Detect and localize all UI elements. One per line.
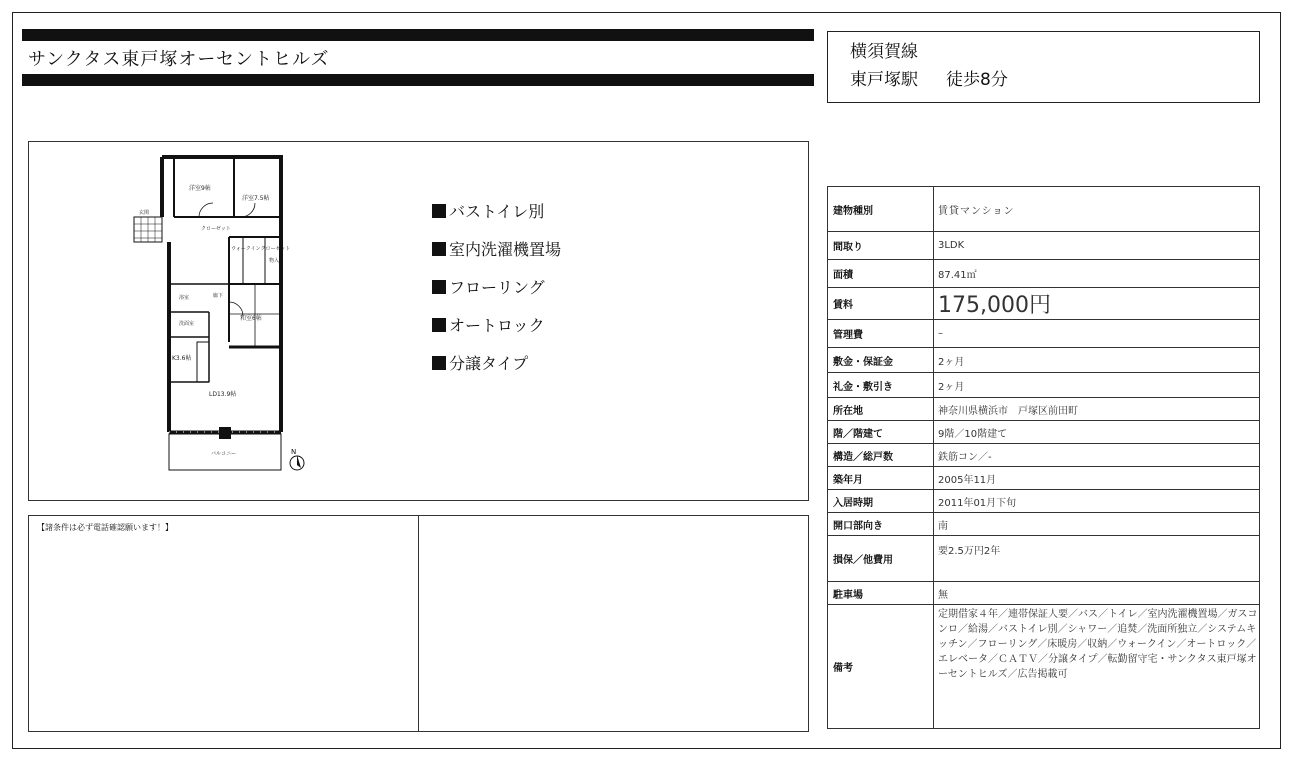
spec-value: 賃貸マンション — [934, 187, 1260, 232]
spec-label: 管理費 — [828, 320, 934, 348]
room-hall: 廊下 — [213, 293, 224, 299]
room-kitchen: K3.6帖 — [172, 355, 192, 362]
access-box — [827, 31, 1260, 103]
spec-row — [828, 605, 1260, 729]
conditions-note: 【諸条件は必ず電話確認願います！】 — [28, 515, 419, 732]
spec-value: 2005年11月 — [934, 467, 1260, 490]
spec-label: 建物種別 — [828, 187, 934, 232]
spec-label: 駐車場 — [828, 582, 934, 605]
bullet-square-icon — [432, 356, 446, 370]
room-ldk: LD13.9帖 — [209, 391, 237, 398]
spec-value: 南 — [934, 513, 1260, 536]
spec-value: 3LDK — [934, 232, 1260, 260]
spec-label: 間取り — [828, 232, 934, 260]
room-western1: 洋室9帖 — [189, 185, 211, 192]
station-row — [850, 66, 1259, 94]
spec-row — [828, 467, 1260, 490]
north-label: N — [291, 448, 297, 456]
spec-label: 備考 — [828, 605, 934, 729]
spec-value: 9階／10階建て — [934, 421, 1260, 444]
spec-row — [828, 444, 1260, 467]
spec-table — [827, 186, 1260, 729]
spec-label: 面積 — [828, 260, 934, 288]
spec-label: 礼金・敷引き — [828, 373, 934, 398]
spec-label: 開口部向き — [828, 513, 934, 536]
spec-label: 賃料 — [828, 288, 934, 320]
blank-panel — [418, 515, 809, 732]
room-closet: クローゼット — [201, 226, 231, 232]
room-balcony: バルコニー — [211, 451, 237, 457]
spec-row — [828, 348, 1260, 373]
property-name: サンクタス東戸塚オーセントヒルズ — [28, 49, 330, 70]
feature-item: フローリング — [432, 269, 561, 307]
room-japanese: 和室6帖 — [240, 315, 262, 322]
room-storage: 物入 — [269, 258, 280, 264]
spec-row — [828, 421, 1260, 444]
spec-row — [828, 320, 1260, 348]
room-walkin: ウォークインクローゼット — [231, 246, 291, 252]
spec-label: 階／階建て — [828, 421, 934, 444]
spec-value: 2ヶ月 — [934, 348, 1260, 373]
spec-value: 要2.5万円2年 — [934, 536, 1260, 582]
features-list — [432, 193, 561, 383]
feature-item: 室内洗濯機置場 — [432, 231, 561, 269]
spec-label: 損保／他費用 — [828, 536, 934, 582]
feature-item: オートロック — [432, 307, 561, 345]
walk-time: 徒歩8分 — [946, 70, 1008, 90]
spec-row — [828, 398, 1260, 421]
spec-label: 敷金・保証金 — [828, 348, 934, 373]
spec-value: 87.41㎡ — [934, 260, 1260, 288]
spec-row — [828, 536, 1260, 582]
train-line: 横須賀線 — [850, 42, 918, 62]
room-western2: 洋室7.5帖 — [242, 195, 270, 202]
floor-plan-panel — [28, 141, 809, 501]
room-washroom: 洗面室 — [179, 321, 195, 327]
spec-row — [828, 513, 1260, 536]
title-rule-top — [22, 29, 814, 41]
spec-row — [828, 373, 1260, 398]
floor-plan — [29, 142, 810, 502]
north-arrow-icon — [290, 448, 304, 470]
feature-item: 分譲タイプ — [432, 345, 561, 383]
spec-label: 入居時期 — [828, 490, 934, 513]
spec-value: 定期借家４年／連帯保証人要／バス／トイレ／室内洗濯機置場／ガスコンロ／給湯／バストイレ別／シャワー／追焚／洗面所独立／システムキッチン／フローリング／床暖房／収納／ウォークイン／オートロック／エレベータ／ＣＡＴＶ／分譲タイプ／転勤留守宅・サンクタス東戸塚オーセントヒルズ／広告掲載可 — [934, 605, 1260, 729]
title-rule-bottom — [22, 74, 814, 86]
spec-label: 所在地 — [828, 398, 934, 421]
spec-label: 構造／総戸数 — [828, 444, 934, 467]
spec-row — [828, 490, 1260, 513]
room-bath: 浴室 — [179, 295, 190, 301]
spec-row — [828, 187, 1260, 232]
spec-row — [828, 260, 1260, 288]
room-entrance: 玄関 — [139, 210, 150, 216]
feature-item: バストイレ別 — [432, 193, 561, 231]
bullet-square-icon — [432, 280, 446, 294]
spec-value: 神奈川県横浜市 戸塚区前田町 — [934, 398, 1260, 421]
spec-value: – — [934, 320, 1260, 348]
spec-label: 築年月 — [828, 467, 934, 490]
spec-value: 鉄筋コン／- — [934, 444, 1260, 467]
spec-row — [828, 232, 1260, 260]
spec-value: 2011年01月下旬 — [934, 490, 1260, 513]
bullet-square-icon — [432, 204, 446, 218]
bullet-square-icon — [432, 318, 446, 332]
station: 東戸塚駅 — [850, 70, 918, 90]
spec-value: 2ヶ月 — [934, 373, 1260, 398]
spec-value: 175,000円 — [934, 288, 1260, 320]
spec-row — [828, 582, 1260, 605]
bullet-square-icon — [432, 242, 446, 256]
spec-value: 無 — [934, 582, 1260, 605]
spec-row — [828, 288, 1260, 320]
